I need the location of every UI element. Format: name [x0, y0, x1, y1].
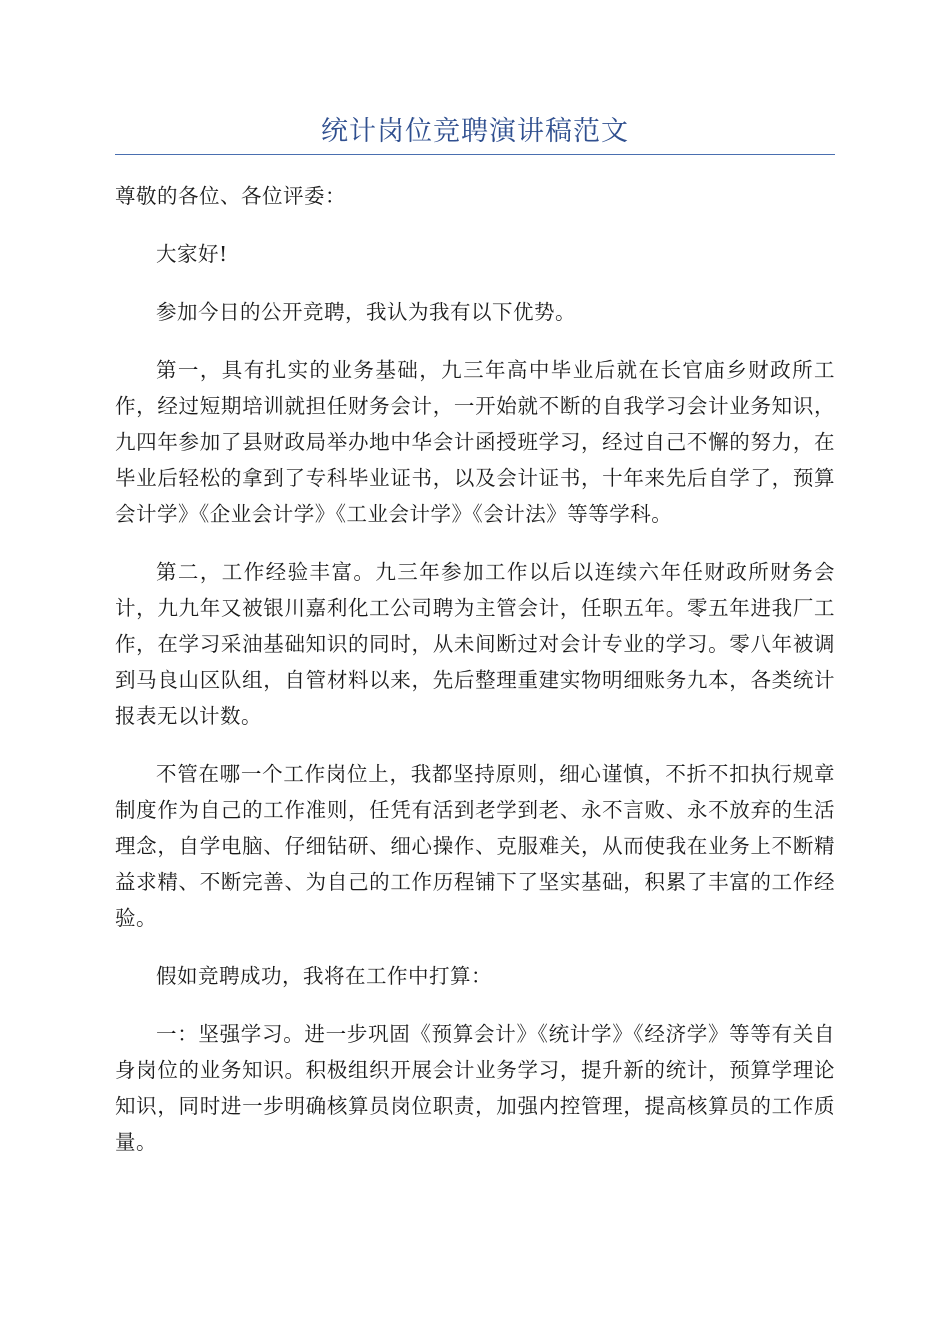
- paragraph-salutation: 尊敬的各位、各位评委：: [115, 184, 346, 208]
- paragraph-greeting: 大家好!: [156, 242, 228, 266]
- document-body: [115, 178, 835, 1182]
- document-title: 统计岗位竞聘演讲稿范文: [321, 116, 629, 147]
- paragraph-principles: 不管在哪一个工作岗位上，我都坚持原则，细心谨慎，不折不扣执行规章制度作为自己的工作准则，任凭有活到老学到老、永不言败、永不放弃的生活理念，自学电脑、仔细钻研、细心操作、克服难关，从而使我在业务上不断精益求精、不断完善、为自己的工作历程铺下了坚实基础，积累了丰富的工作经验。: [115, 762, 835, 930]
- paragraph-plan-intro: 假如竞聘成功，我将在工作中打算：: [156, 964, 492, 988]
- paragraph-plan-one: 一：坚强学习。进一步巩固《预算会计》《统计学》《经济学》等等有关自身岗位的业务知识。积极组织开展会计业务学习，提升新的统计，预算学理论知识，同时进一步明确核算员岗位职责，加强内控管理，提高核算员的工作质量。: [115, 1022, 835, 1154]
- paragraph-intro: 参加今日的公开竞聘，我认为我有以下优势。: [156, 300, 576, 324]
- title-underline: [115, 154, 835, 155]
- paragraph-second-advantage: 第二，工作经验丰富。九三年参加工作以后以连续六年任财政所财务会计，九九年又被银川嘉利化工公司聘为主管会计，任职五年。零五年进我厂工作，在学习采油基础知识的同时，从未间断过对会计专业的学习。零八年被调到马良山区队组，自管材料以来，先后整理重建实物明细账务九本，各类统计报表无以计数。: [115, 560, 835, 728]
- paragraph-first-advantage: 第一，具有扎实的业务基础，九三年高中毕业后就在长官庙乡财政所工作，经过短期培训就担任财务会计，一开始就不断的自我学习会计业务知识，九四年参加了县财政局举办地中华会计函授班学习，经过自己不懈的努力，在毕业后轻松的拿到了专科毕业证书，以及会计证书，十年来先后自学了，预算会计学》《企业会计学》《工业会计学》《会计法》等等学科。: [115, 358, 835, 526]
